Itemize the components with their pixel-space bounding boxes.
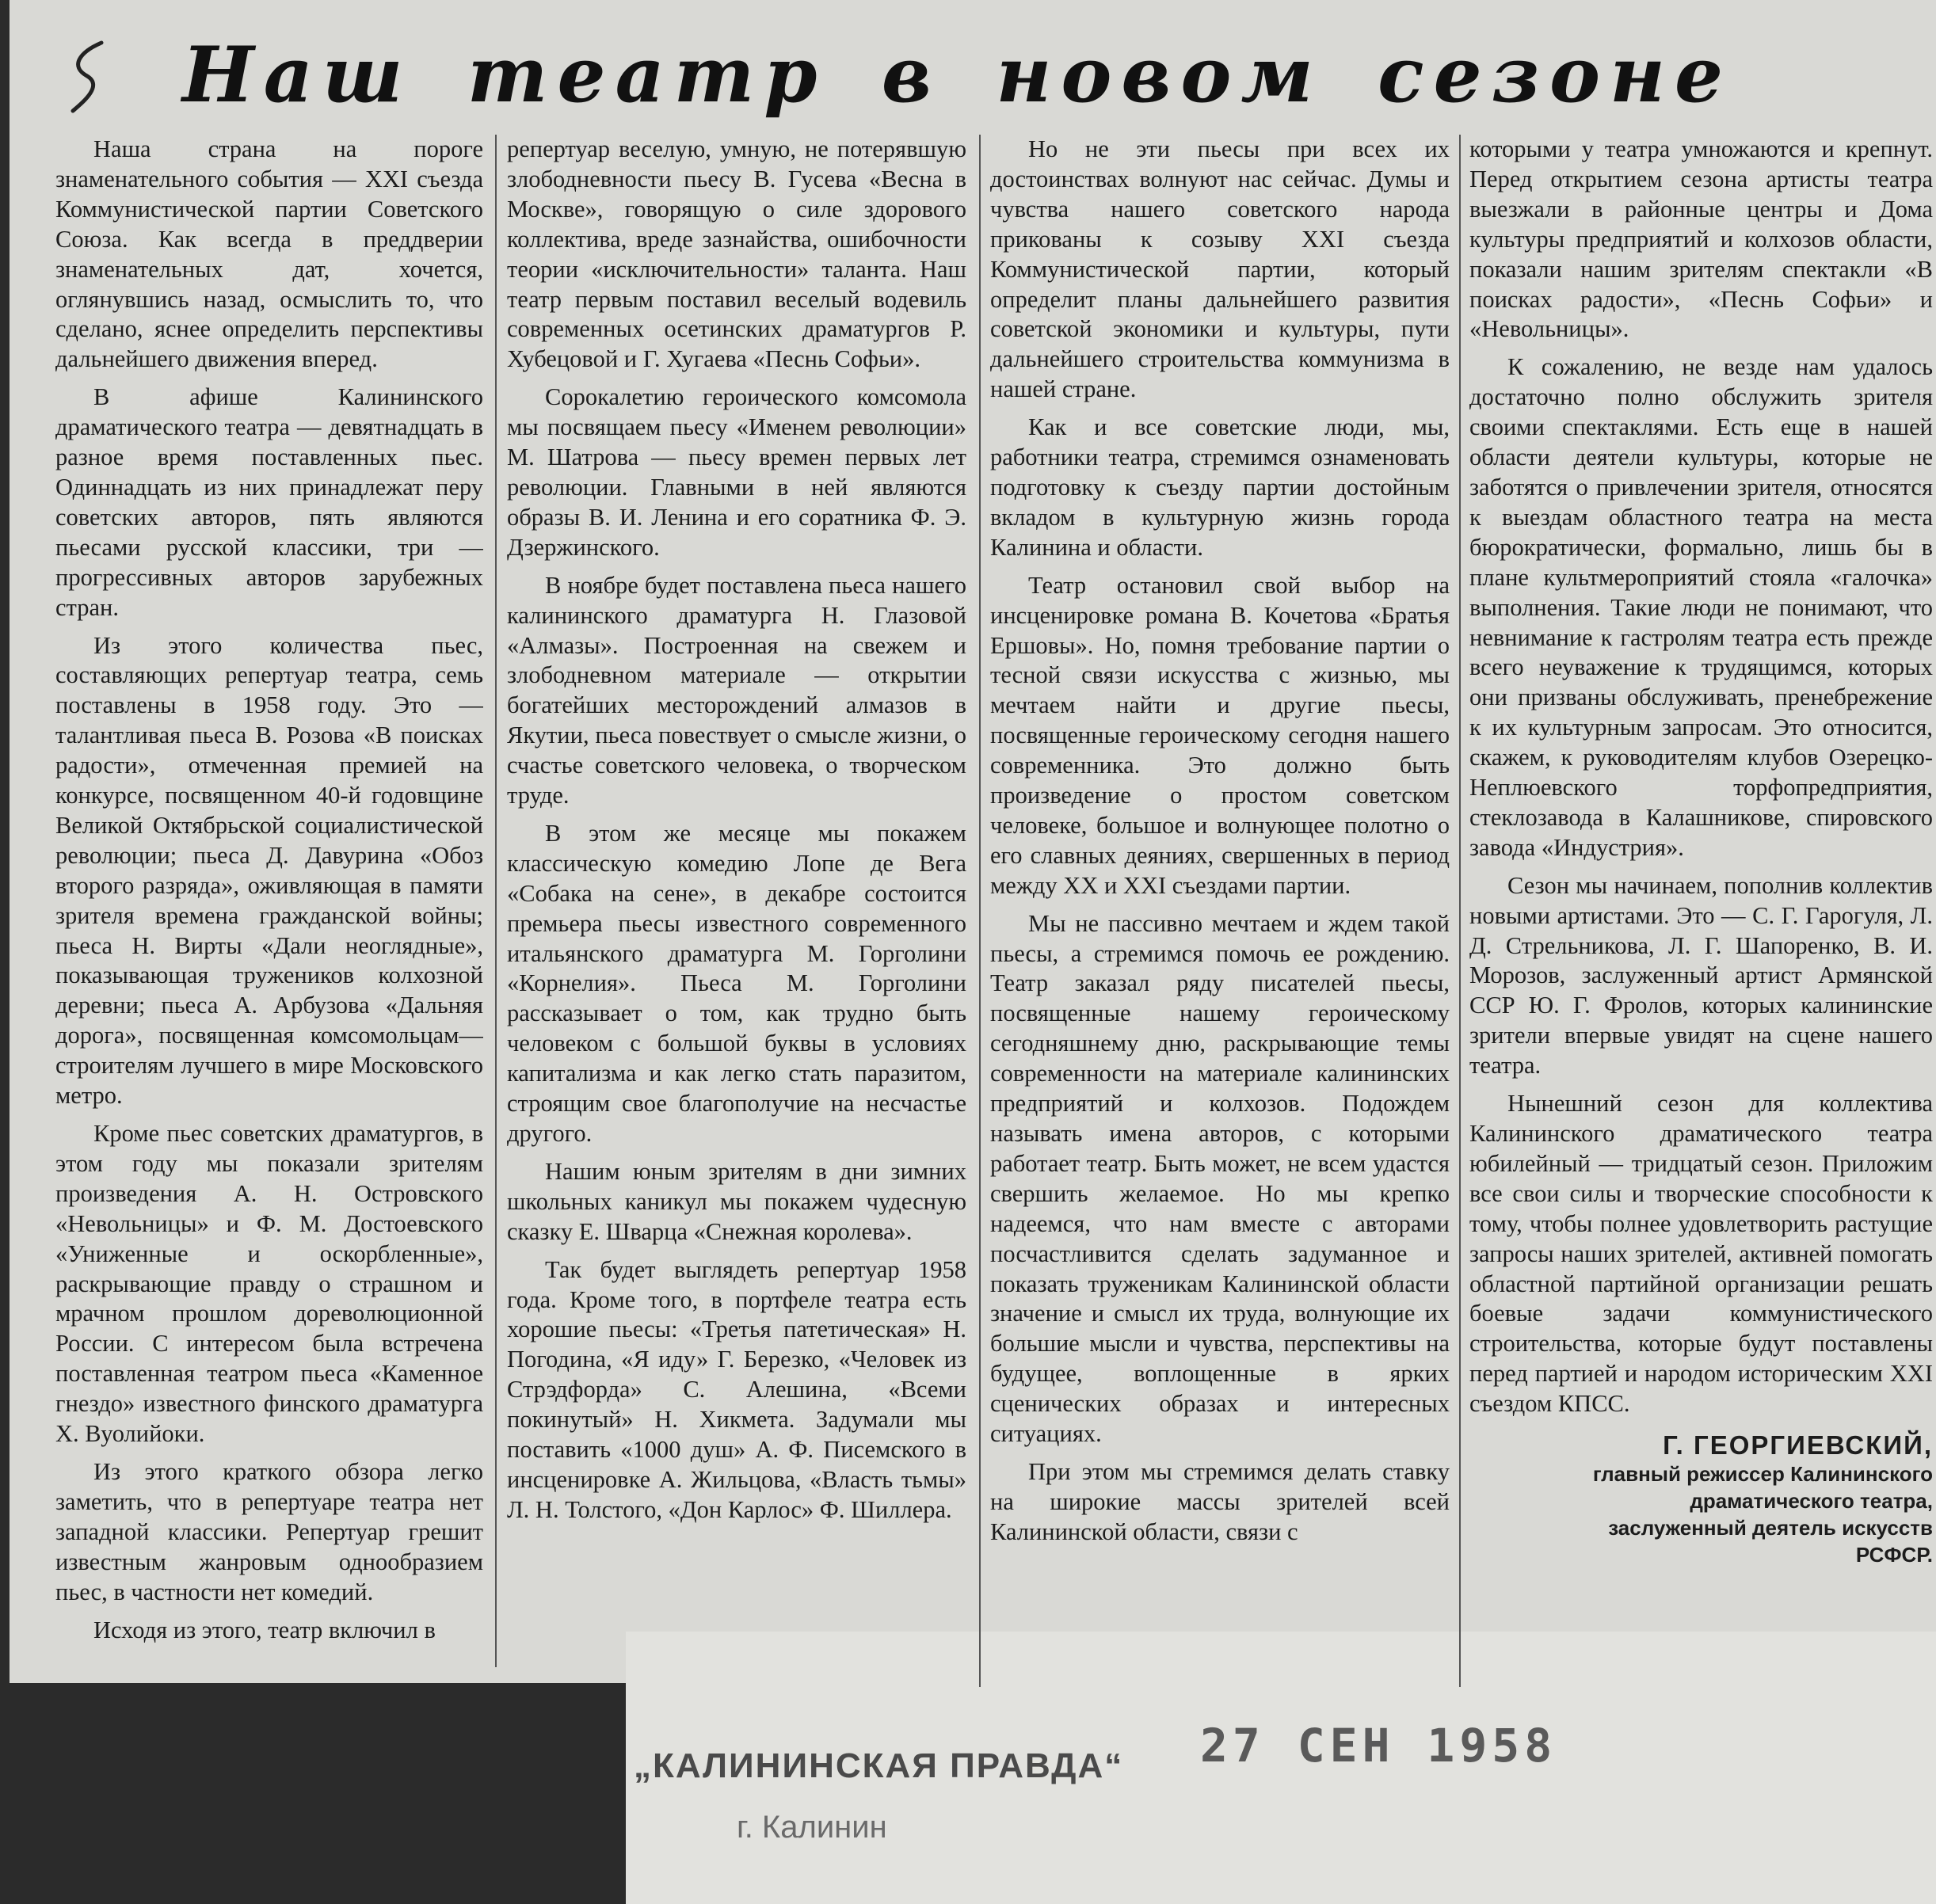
handwritten-mark-icon	[63, 38, 111, 117]
article-headline: Наш театр в новом сезоне	[182, 30, 1733, 120]
paragraph: Из этого краткого обзора легко заметить, что в репертуаре театра нет западной классики. Репертуар грешит известным жанровым однообразием пьес, в частности нет комедий.	[55, 1457, 483, 1605]
paragraph: Исходя из этого, театр включил в	[93, 1616, 436, 1643]
author-position-line: заслуженный деятель искусств	[1608, 1515, 1933, 1540]
column-rule	[495, 135, 497, 1667]
paragraph: репертуар веселую, умную, не потерявшую злободневности пьесу В. Гусева «Весна в Москве», говорящую о силе здорового коллектива, вреде зазнайства, ошибочности теории «исключительности» таланта. Наш театр первым поставил веселый водевиль современных осетинских драматургов Р. Хубецовой и Г. Хугаева «Песнь Софьи».	[507, 135, 966, 373]
paragraph: При этом мы стремимся делать ставку на широкие массы зрителей всей Калининской области, связи с	[990, 1457, 1450, 1545]
author-signature	[1469, 1430, 1933, 1568]
paragraph: Но не эти пьесы при всех их достоинствах волнуют нас сейчас. Думы и чувства нашего советского народа прикованы к созыву XXI съезда Коммунистической партии, который определит планы дальнейшего развития советской экономики и культуры, пути дальнейшего строительства коммунизма в нашей стране.	[990, 135, 1450, 403]
paragraph: В ноябре будет поставлена пьеса нашего калининского драматурга Н. Глазовой «Алмазы». Построенная на свежем и злободневном материале — открытии богатейших месторождений алмазов в Якутии, пьеса повествует о смысле жизни, о счастье советского человека, о творческом труде.	[507, 571, 966, 809]
paragraph: В афише Калининского драматического театра — девятнадцать в разное время поставленных пьес. Одиннадцать из них принадлежат перу советских авторов, пять являются пьесами русской классики, три — прогрессивных авторов зарубежных стран.	[55, 383, 483, 621]
author-name: Г. ГЕОРГИЕВСКИЙ,	[1663, 1430, 1933, 1460]
paragraph: Сезон мы начинаем, пополнив коллектив новыми артистами. Это — С. Г. Гарогуля, Л. Д. Стрельникова, Л. Г. Шапоренко, В. И. Морозов, заслуженный артист Армянской ССР Ю. Г. Фролов, которых калининские зрители впервые увидят на сцене нашего театра.	[1469, 871, 1933, 1080]
paragraph: Театр остановил свой выбор на инсценировке романа В. Кочетова «Братья Ершовы». Но, помня требование партии о тесной связи искусства с жизнью, мы мечтаем найти и другие пьесы, посвященные героическому сегодня нашего современника. Это должно быть произведение о простом советском человеке, большое и волнующее полотно о его славных деяниях, свершенных в период между XX и XXI съездами партии.	[990, 571, 1450, 899]
newspaper-name-stamp: „КАЛИНИНСКАЯ ПРАВДА“	[634, 1746, 1124, 1785]
paragraph: В этом же месяце мы покажем классическую комедию Лопе де Вега «Собака на сене», в декабре состоится премьера пьесы известного современного итальянского драматурга М. Горголини «Корнелия». Пьеса М. Горголини рассказывает о том, как трудно быть человеком с большой буквы в условиях капитализма и как легко стать паразитом, строящим свое благополучие на несчастье другого.	[507, 819, 966, 1147]
article-column-3	[990, 135, 1450, 1687]
paragraph: Из этого количества пьес, составляющих репертуар театра, семь поставлены в 1958 году. Это — талантливая пьеса В. Розова «В поисках радости», отмеченная премией на конкурсе, посвященном 40-й годовщине Великой Октябрьской социалистической революции; пьеса Д. Давурина «Обоз второго разряда», оживляющая в памяти зрителя времена гражданской войны; пьеса Н. Вирты «Дали неоглядные», показывающая тружеников колхозной деревни; пьеса А. Арбузова «Дальняя дорога», посвященная комсомольцам—строителям лучшего в мире Московского метро.	[55, 631, 483, 1110]
paragraph: Так будет выглядеть репертуар 1958 года. Кроме того, в портфеле театра есть хорошие пьесы: «Третья патетическая» Н. Погодина, «Я иду» Г. Березко, «Человек из Стрэдфорда» С. Алешина, «Всеми покинутый» Н. Хикмета. Задумали мы поставить «1000 душ» А. Ф. Писемского в инсценировке А. Жильцова, «Власть тьмы» Л. Н. Толстого, «Дон Карлос» Ф. Шиллера.	[507, 1255, 966, 1523]
author-position-line: главный режиссер Калининского	[1592, 1461, 1933, 1486]
date-stamp: 27 СЕН 1958	[1200, 1719, 1557, 1773]
column-rule	[1459, 135, 1461, 1687]
paragraph: К сожалению, не везде нам удалось достаточно полно обслужить зрителя своими спектаклями. Есть еще в нашей области деятели культуры, которые не заботятся о привлечении зрителя, относятся к выездам областного театра на места бюрократически, формально, лишь бы в плане культмероприятий стояла «галочка» выполнения. Такие люди не понимают, что невнимание к гастролям театра есть прежде всего неуважение к трудящимся, которых они призваны обслуживать, пренебрежение к их культурным запросам. Это относится, скажем, к руководителям клубов Озерецко-Неплюевского торфопредприятия, стеклозавода в Калашникове, спировского завода «Индустрия».	[1469, 353, 1933, 861]
paragraph: Сорокалетию героического комсомола мы посвящаем пьесу «Именем революции» М. Шатрова — пьесу времен первых лет революции. Главными в ней являются образы В. И. Ленина и его соратника Ф. Э. Дзержинского.	[507, 383, 966, 561]
article-column-4	[1469, 135, 1933, 1687]
paragraph: Нашим юным зрителям в дни зимних школьных каникул мы покажем чудесную сказку Е. Шварца «Снежная королева».	[507, 1157, 966, 1245]
city-stamp: г. Калинин	[737, 1810, 887, 1845]
author-position-line: РСФСР.	[1855, 1542, 1933, 1567]
article-column-2	[507, 135, 966, 1687]
paragraph: Нынешний сезон для коллектива Калининского драматического театра юбилейный — тридцатый сезон. Приложим все свои силы и творческие способности к тому, чтобы полнее удовлетворить растущие запросы наших зрителей, активней помогать областной партийной организации решать боевые задачи коммунистического строительства, которые будут поставлены перед партией и народом историческим XXI съездом КПСС.	[1469, 1090, 1933, 1418]
paragraph: Кроме пьес советских драматургов, в этом году мы показали зрителям произведения А. Н. Островского «Невольницы» и Ф. М. Достоевского «Униженные и оскорбленные», раскрывающие правду о страшном и мрачном прошлом дореволюционной России. С интересом была встречена поставленная театром пьеса «Каменное гнездо» известного финского драматурга X. Вуолийоки.	[55, 1120, 483, 1448]
paragraph: Наша страна на пороге знаменательного события — XXI съезда Коммунистической партии Советского Союза. Как всегда в преддверии знаменательных дат, хочется, оглянувшись назад, осмыслить то, что сделано, яснее определить перспективы дальнейшего движения вперед.	[55, 135, 483, 373]
paragraph: Мы не пассивно мечтаем и ждем такой пьесы, а стремимся помочь ее рождению. Театр заказал ряду писателей пьесы, посвященные нашему героическому сегодняшнему дню, раскрывающие темы современности на материале калининских предприятий и колхозов. Подождем называть имена авторов, с которыми работает театр. Быть может, не всем удастся свершить желаемое. Но мы крепко надеемся, что нам вместе с авторами посчастливится сделать задуманное и показать труженикам Калининской области значение и смысл их труда, волнующие их большие мысли и чувства, перспективы на будущее, воплощенные в ярких сценических образах и интересных ситуациях.	[990, 909, 1450, 1448]
column-rule	[979, 135, 981, 1687]
author-position-line: драматического театра,	[1690, 1488, 1933, 1513]
paragraph: которыми у театра умножаются и крепнут. Перед открытием сезона артисты театра выезжали в районные центры и Дома культуры предприятий и колхозов области, показали нашим зрителям спектакли «В поисках радости», «Песнь Софьи» и «Невольницы».	[1469, 135, 1933, 343]
paragraph: Как и все советские люди, мы, работники театра, стремимся ознаменовать подготовку к съезду партии достойным вкладом в культурную жизнь города Калинина и области.	[990, 413, 1450, 561]
article-column-1	[55, 135, 483, 1687]
